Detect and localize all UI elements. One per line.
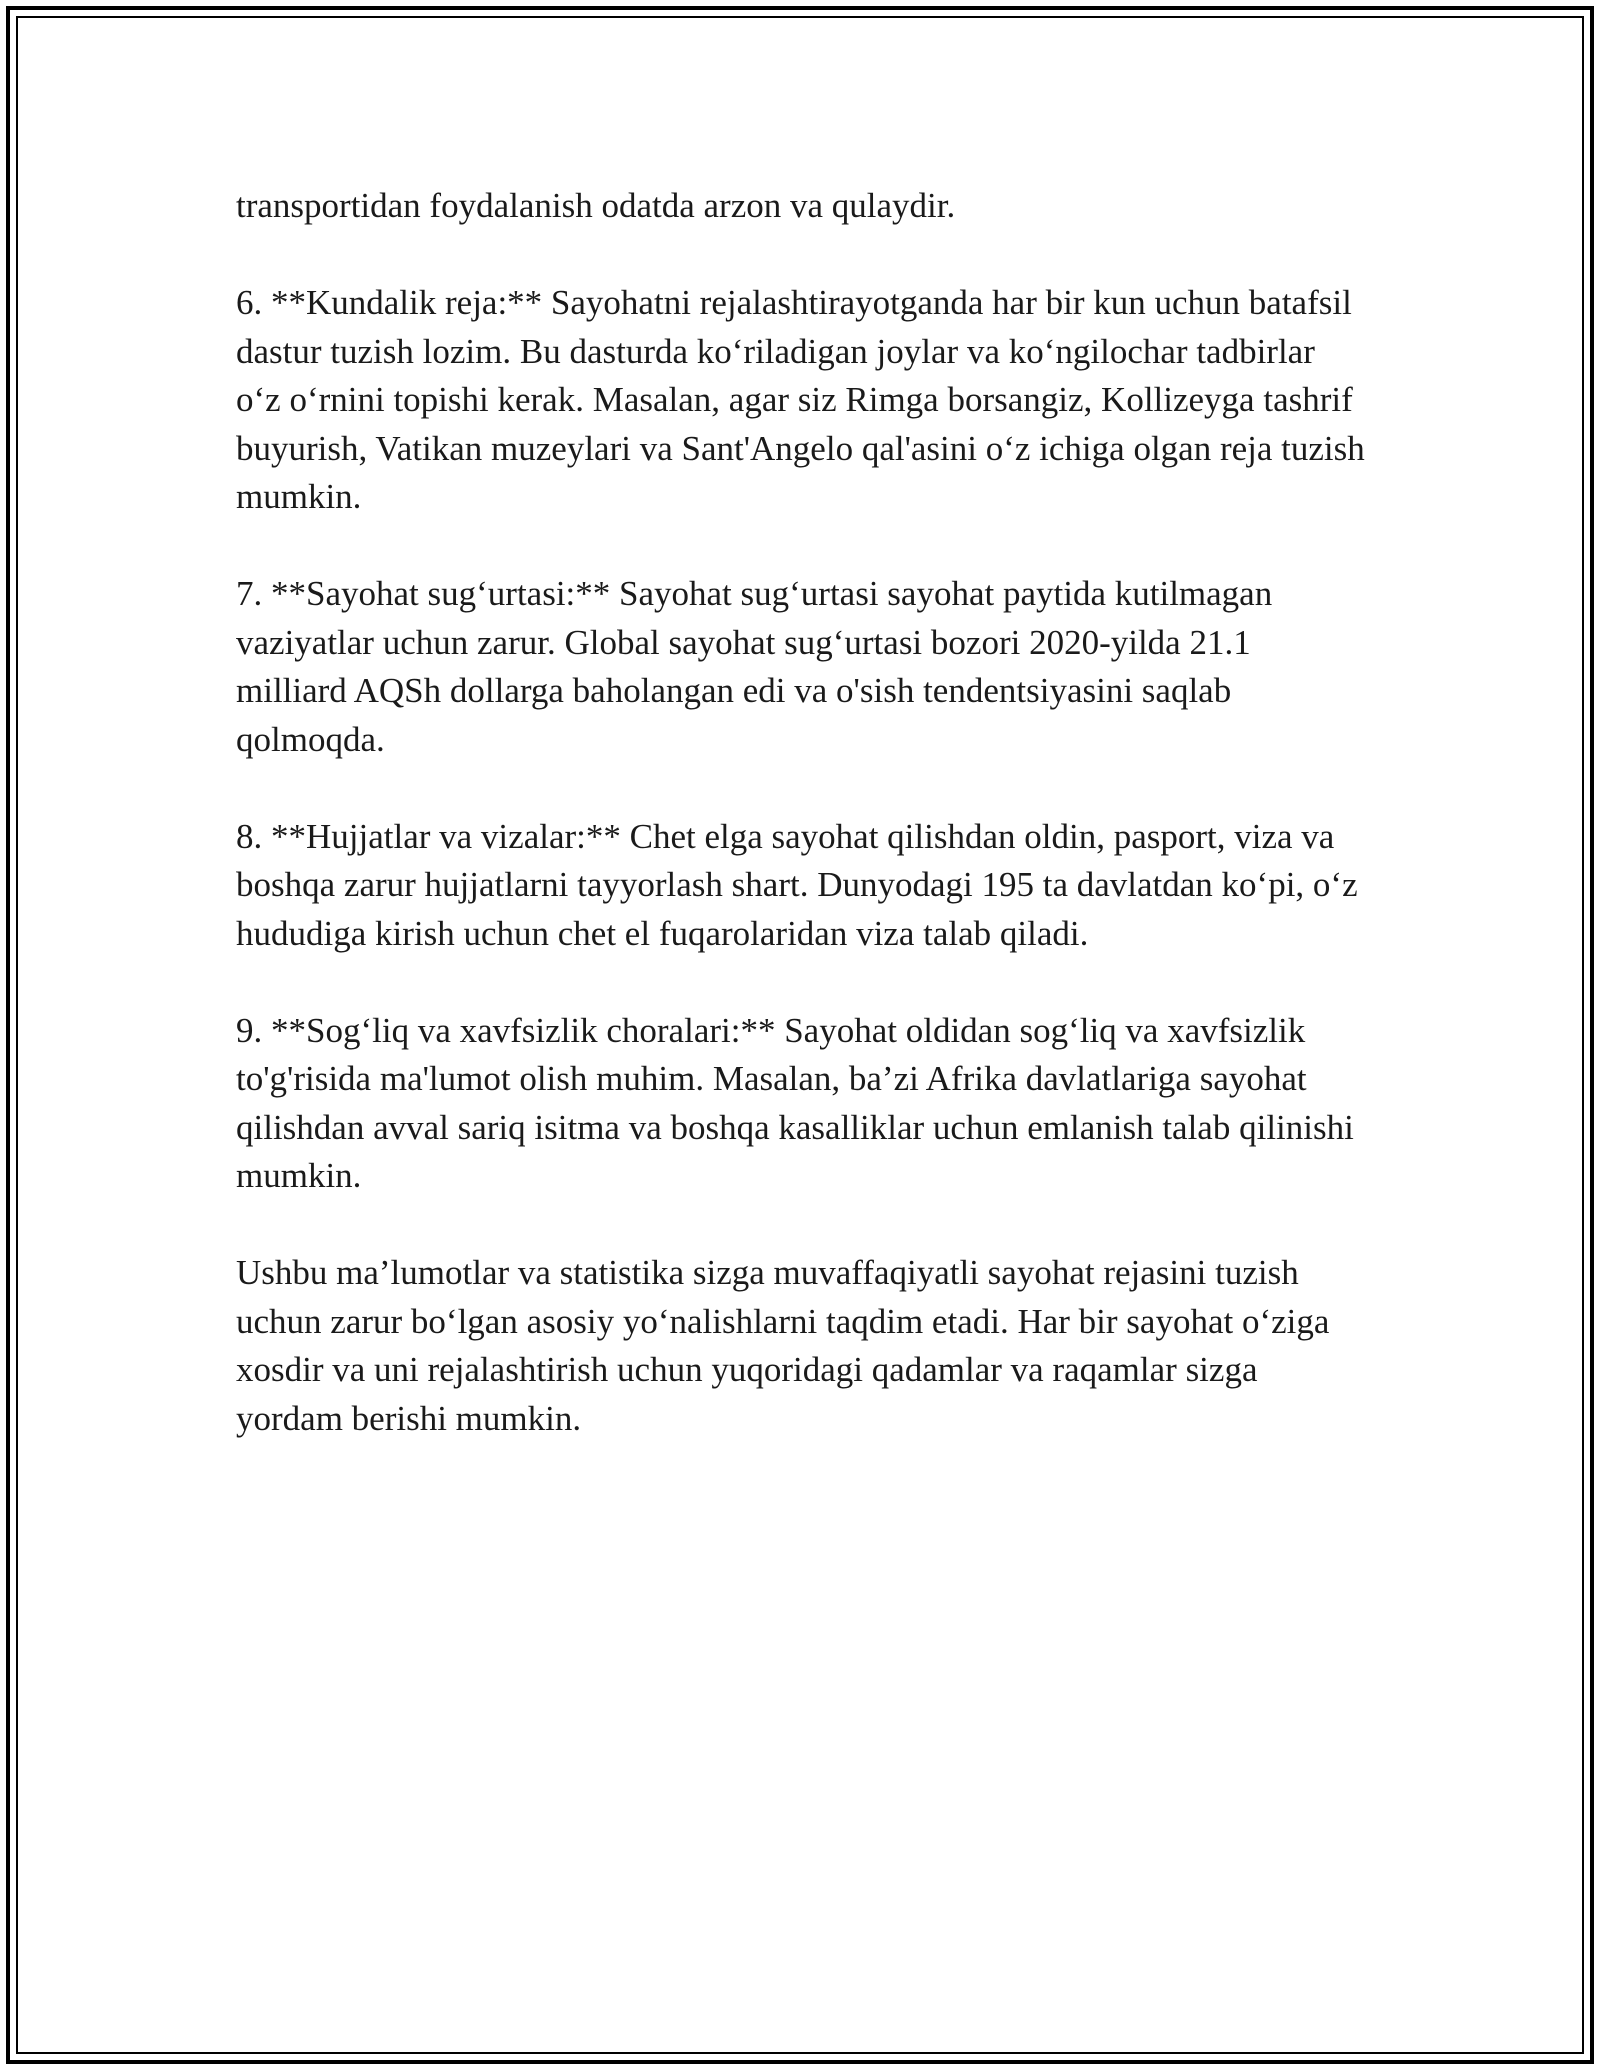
paragraph-health-safety: 9. **Sog‘liq va xavfsizlik choralari:** Sayohat oldidan sog‘liq va xavfsizlik to'g'risida ma'lumot olish muhim. Masalan, ba’zi Afrika davlatlariga sayohat qilishdan avval sariq isitma va boshqa kasalliklar uchun emlanish talab qilinishi mumkin. — [236, 1010, 1354, 1195]
paragraph-daily-plan: 6. **Kundalik reja:** Sayohatni rejalashtirayotganda har bir kun uchun batafsil dastur tuzish lozim. Bu dasturda ko‘riladigan joylar va ko‘ngilochar tadbirlar o‘z o‘rnini topishi kerak. Masalan, agar siz Rimga borsangiz, Kollizeyga tashrif buyurish, Vatikan muzeylari va Sant'Angelo qal'asini o‘z ichiga olgan reja tuzish mumkin. — [236, 283, 1365, 516]
paragraph-transport-continuation: transportidan foydalanish odatda arzon va qulaydir. — [236, 186, 956, 225]
paragraph-travel-insurance: 7. **Sayohat sug‘urtasi:** Sayohat sug‘urtasi sayohat paytida kutilmagan vaziyatlar uchun zarur. Global sayohat sug‘urtasi bozori 2020-yilda 21.1 milliard AQSh dollarga baholangan edi va o'sish tendentsiyasini saqlab qolmoqda. — [236, 574, 1273, 759]
paragraph-conclusion: Ushbu ma’lumotlar va statistika sizga muvaffaqiyatli sayohat rejasini tuzish uchun zarur bo‘lgan asosiy yo‘nalishlarni taqdim etadi. Har bir sayohat o‘ziga xosdir va uni rejalashtirish uchun yuqoridagi qadamlar va raqamlar sizga yordam berishi mumkin. — [236, 1253, 1330, 1438]
document-body — [236, 182, 1366, 1492]
paragraph-documents-visas: 8. **Hujjatlar va vizalar:** Chet elga sayohat qilishdan oldin, pasport, viza va boshqa zarur hujjatlarni tayyorlash shart. Dunyodagi 195 ta davlatdan ko‘pi, o‘z hududiga kirish uchun chet el fuqarolaridan viza talab qiladi. — [236, 816, 1358, 953]
